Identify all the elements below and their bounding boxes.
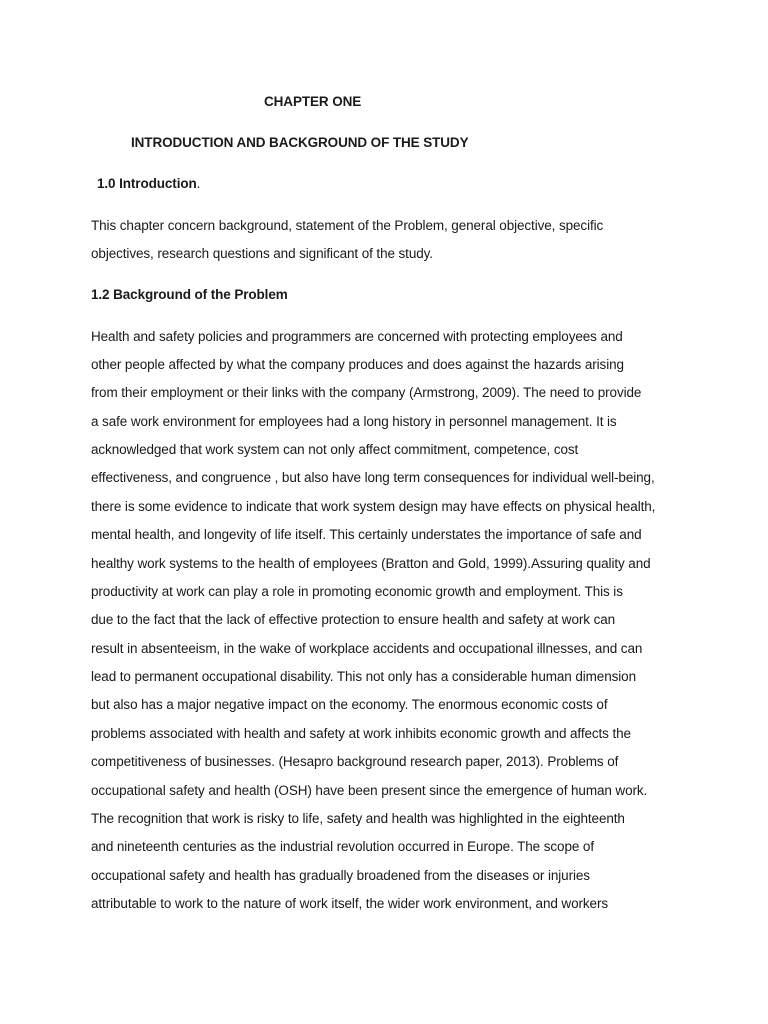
background-paragraph-line: occupational safety and health (OSH) have been present since the emergence of human work.	[91, 783, 648, 798]
background-paragraph-line: from their employment or their links with the company (Armstrong, 2009). The need to provide	[91, 385, 642, 400]
intro-heading	[97, 176, 200, 191]
intro-paragraph-line: This chapter concern background, statement of the Problem, general objective, specific	[91, 218, 604, 233]
background-paragraph-line: and nineteenth centuries as the industrial revolution occurred in Europe. The scope of	[91, 839, 594, 854]
background-paragraph-line: result in absenteeism, in the wake of workplace accidents and occupational illnesses, and can	[91, 641, 643, 656]
background-paragraph-line: but also has a major negative impact on the economy. The enormous economic costs of	[91, 697, 608, 712]
section-title: INTRODUCTION AND BACKGROUND OF THE STUDY	[131, 135, 469, 150]
background-paragraph-line: lead to permanent occupational disability. This not only has a considerable human dimension	[91, 669, 636, 684]
chapter-title: CHAPTER ONE	[264, 94, 362, 109]
background-paragraph-line: a safe work environment for employees had a long history in personnel management. It is	[91, 414, 617, 429]
background-paragraph-line: Health and safety policies and programmers are concerned with protecting employees and	[91, 329, 623, 344]
background-paragraph-line: problems associated with health and safety at work inhibits economic growth and affects the	[91, 726, 631, 741]
intro-heading-text: 1.0 Introduction	[97, 176, 197, 191]
intro-heading-period: .	[196, 176, 201, 191]
background-paragraph-line: other people affected by what the company produces and does against the hazards arising	[91, 357, 624, 372]
background-heading: 1.2 Background of the Problem	[91, 287, 288, 302]
intro-paragraph-line: objectives, research questions and significant of the study.	[91, 246, 433, 261]
background-paragraph-line: due to the fact that the lack of effective protection to ensure health and safety at work can	[91, 612, 616, 627]
background-paragraph-line: competitiveness of businesses. (Hesapro background research paper, 2013). Problems of	[91, 754, 619, 769]
background-paragraph-line: productivity at work can play a role in promoting economic growth and employment. This is	[91, 584, 623, 599]
background-paragraph-line: attributable to work to the nature of work itself, the wider work environment, and workers	[91, 896, 608, 911]
background-paragraph-line: effectiveness, and congruence , but also have long term consequences for individual well-being,	[91, 470, 655, 485]
background-paragraph-line: there is some evidence to indicate that work system design may have effects on physical health,	[91, 499, 656, 514]
background-paragraph-line: acknowledged that work system can not only affect commitment, competence, cost	[91, 442, 579, 457]
background-paragraph-line: mental health, and longevity of life itself. This certainly understates the importance of safe and	[91, 527, 642, 542]
background-paragraph-line: occupational safety and health has gradually broadened from the diseases or injuries	[91, 868, 590, 883]
background-paragraph-line: healthy work systems to the health of employees (Bratton and Gold, 1999).Assuring quality and	[91, 556, 651, 571]
background-paragraph-line: The recognition that work is risky to life, safety and health was highlighted in the eighteenth	[91, 811, 625, 826]
